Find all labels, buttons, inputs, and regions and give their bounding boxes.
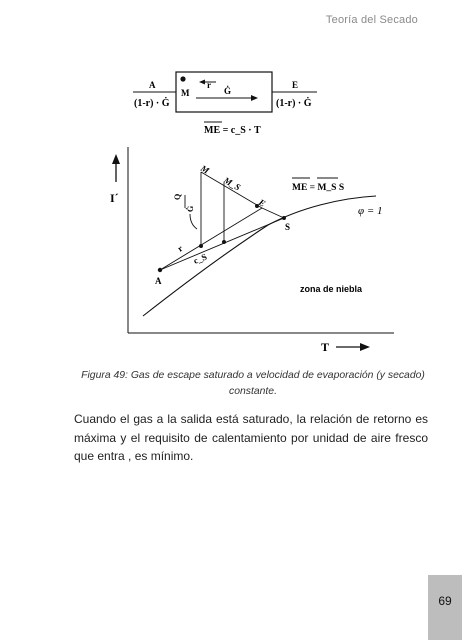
saturation-label: φ = 1 xyxy=(358,205,383,217)
point-label-S: S xyxy=(285,222,291,232)
x-axis-arrowhead xyxy=(360,343,370,351)
body-paragraph: Cuando el gas a la salida está saturado, la relación de retorno es máxima y el requisito de calentamiento por unidad de aire fresco que entra , es mínimo. xyxy=(74,412,428,463)
line-E-S xyxy=(262,208,284,218)
figure-caption: Figura 49: Gas de escape saturado a velocidad de evaporación (y secado) constante. xyxy=(81,370,425,397)
outlet-label: E xyxy=(292,80,299,90)
mixer-dot xyxy=(180,76,185,81)
outlet-flow: (1-r) · Ġ xyxy=(276,98,312,109)
point-label-E: E xyxy=(257,197,268,209)
saturation-curve xyxy=(143,193,376,316)
chart-equation: ME = M_S S xyxy=(292,183,345,193)
y-axis-arrowhead xyxy=(112,154,120,164)
inner-flow-arrowhead xyxy=(251,95,258,101)
mixer-label: M xyxy=(181,88,190,98)
point-S xyxy=(282,216,286,220)
running-header: Teoría del Secado xyxy=(325,14,418,26)
point-label-M: M xyxy=(199,163,211,176)
x-axis-label: T xyxy=(321,340,330,354)
slope-pointer xyxy=(190,214,197,229)
page-number-tab xyxy=(428,575,462,640)
slope-numerator: Q xyxy=(173,193,182,200)
point-label-A: A xyxy=(155,276,162,286)
slope-denominator: Ġ xyxy=(186,205,195,212)
point-MS-base xyxy=(222,240,226,244)
y-axis-label: I´ xyxy=(110,191,119,205)
point-M-base xyxy=(199,244,203,248)
fog-zone-label: zona de niebla xyxy=(300,284,363,294)
recycle-flow: Ġ xyxy=(224,86,232,96)
chart xyxy=(110,147,394,354)
point-A xyxy=(158,268,162,272)
inlet-label: A xyxy=(149,80,156,90)
point-label-MS: M_S xyxy=(222,175,243,193)
inlet-flow: (1-r) · Ġ xyxy=(134,98,170,109)
block-diagram xyxy=(133,72,317,136)
block-equation: ME = c_S · T xyxy=(204,125,261,136)
recycle-arrowhead xyxy=(199,80,205,85)
segment-label-cs: c_S xyxy=(192,251,209,266)
page-number: 69 xyxy=(438,594,452,608)
segment-label-r: r xyxy=(175,243,185,254)
recycle-label: r xyxy=(207,80,211,90)
